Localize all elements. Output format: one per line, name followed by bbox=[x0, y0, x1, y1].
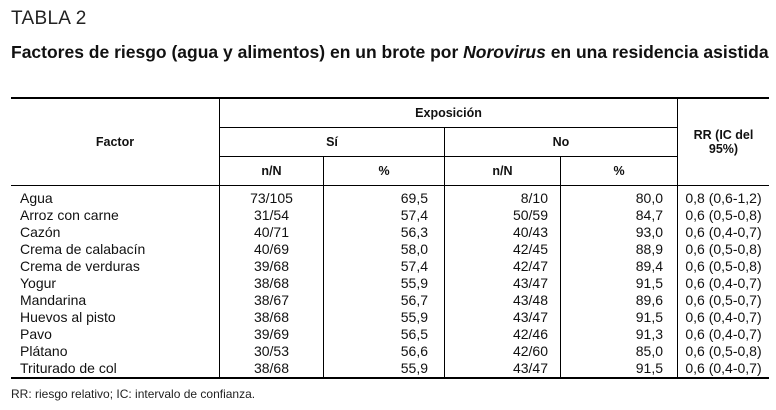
header-si-nN: n/N bbox=[220, 157, 324, 186]
cell-rr: 0,6 (0,5-0,8) bbox=[678, 258, 770, 275]
cell-si-nN: 40/69 bbox=[220, 241, 324, 258]
cell-no-nN: 42/45 bbox=[445, 241, 561, 258]
cell-no-pct: 84,7 bbox=[561, 207, 678, 224]
cell-rr: 0,6 (0,4-0,7) bbox=[678, 224, 770, 241]
footnote: RR: riesgo relativo; IC: intervalo de confianza. bbox=[11, 387, 256, 401]
header-exposicion: Exposición bbox=[220, 98, 678, 128]
cell-no-nN: 42/60 bbox=[445, 343, 561, 360]
cell-rr: 0,6 (0,5-0,7) bbox=[678, 292, 770, 309]
cell-factor: Crema de verduras bbox=[20, 258, 140, 274]
header-rr: RR (IC del 95%) bbox=[678, 98, 770, 186]
table-row bbox=[11, 241, 769, 258]
cell-no-pct: 93,0 bbox=[561, 224, 678, 241]
cell-si-pct: 58,0 bbox=[324, 241, 445, 258]
title-text-before: Factores de riesgo (agua y alimentos) en un brote por bbox=[11, 42, 464, 62]
table-row bbox=[11, 224, 769, 241]
cell-no-nN: 43/47 bbox=[445, 309, 561, 326]
cell-si-nN: 30/53 bbox=[220, 343, 324, 360]
cell-rr: 0,6 (0,4-0,7) bbox=[678, 275, 770, 292]
title-text-after: en una residencia asistida bbox=[545, 42, 769, 62]
cell-si-pct: 55,9 bbox=[324, 360, 445, 378]
cell-no-nN: 8/10 bbox=[445, 186, 561, 208]
cell-factor: Cazón bbox=[20, 224, 61, 240]
cell-si-nN: 38/68 bbox=[220, 309, 324, 326]
cell-factor: Pavo bbox=[20, 326, 52, 342]
table-row bbox=[11, 292, 769, 309]
cell-no-pct: 80,0 bbox=[561, 186, 678, 208]
cell-si-pct: 57,4 bbox=[324, 207, 445, 224]
header-no-nN: n/N bbox=[445, 157, 561, 186]
cell-no-nN: 40/43 bbox=[445, 224, 561, 241]
cell-no-pct: 91,5 bbox=[561, 360, 678, 378]
cell-si-pct: 57,4 bbox=[324, 258, 445, 275]
table-label: TABLA 2 bbox=[11, 8, 87, 29]
cell-factor: Huevos al pisto bbox=[20, 309, 116, 325]
cell-si-pct: 56,7 bbox=[324, 292, 445, 309]
header-factor: Factor bbox=[11, 98, 220, 186]
cell-no-nN: 43/47 bbox=[445, 275, 561, 292]
table-row bbox=[11, 326, 769, 343]
cell-no-pct: 91,5 bbox=[561, 309, 678, 326]
cell-rr: 0,8 (0,6-1,2) bbox=[678, 186, 770, 208]
cell-si-pct: 56,5 bbox=[324, 326, 445, 343]
table-row bbox=[11, 207, 769, 224]
cell-no-pct: 91,5 bbox=[561, 275, 678, 292]
table-row bbox=[11, 360, 769, 378]
table-row bbox=[11, 309, 769, 326]
table-row bbox=[11, 275, 769, 292]
cell-si-nN: 38/67 bbox=[220, 292, 324, 309]
header-no: No bbox=[445, 128, 678, 157]
cell-factor: Crema de calabacín bbox=[20, 241, 146, 257]
cell-si-nN: 38/68 bbox=[220, 275, 324, 292]
cell-no-pct: 89,4 bbox=[561, 258, 678, 275]
cell-rr: 0,6 (0,4-0,7) bbox=[678, 326, 770, 343]
cell-si-nN: 38/68 bbox=[220, 360, 324, 378]
cell-no-nN: 43/47 bbox=[445, 360, 561, 378]
cell-no-nN: 42/47 bbox=[445, 258, 561, 275]
cell-si-pct: 55,9 bbox=[324, 309, 445, 326]
table-title bbox=[11, 41, 771, 63]
cell-si-nN: 39/69 bbox=[220, 326, 324, 343]
table-row bbox=[11, 186, 769, 208]
table-row bbox=[11, 343, 769, 360]
cell-si-nN: 40/71 bbox=[220, 224, 324, 241]
cell-si-nN: 73/105 bbox=[220, 186, 324, 208]
cell-factor: Agua bbox=[20, 190, 53, 206]
cell-rr: 0,6 (0,4-0,7) bbox=[678, 360, 770, 378]
cell-si-nN: 31/54 bbox=[220, 207, 324, 224]
title-text-italic: Norovirus bbox=[463, 42, 546, 62]
cell-si-pct: 69,5 bbox=[324, 186, 445, 208]
cell-factor: Yogur bbox=[20, 275, 57, 291]
table-body bbox=[11, 186, 769, 379]
risk-factor-table bbox=[11, 97, 769, 379]
cell-no-nN: 43/48 bbox=[445, 292, 561, 309]
cell-no-pct: 89,6 bbox=[561, 292, 678, 309]
cell-factor: Arroz con carne bbox=[20, 207, 119, 223]
cell-rr: 0,6 (0,4-0,7) bbox=[678, 309, 770, 326]
cell-no-nN: 50/59 bbox=[445, 207, 561, 224]
cell-no-pct: 88,9 bbox=[561, 241, 678, 258]
cell-no-pct: 85,0 bbox=[561, 343, 678, 360]
table-row bbox=[11, 258, 769, 275]
cell-no-pct: 91,3 bbox=[561, 326, 678, 343]
cell-rr: 0,6 (0,5-0,8) bbox=[678, 343, 770, 360]
cell-si-nN: 39/68 bbox=[220, 258, 324, 275]
cell-rr: 0,6 (0,5-0,8) bbox=[678, 241, 770, 258]
header-si-pct: % bbox=[324, 157, 445, 186]
cell-si-pct: 55,9 bbox=[324, 275, 445, 292]
cell-factor: Triturado de col bbox=[11, 360, 220, 378]
cell-si-pct: 56,3 bbox=[324, 224, 445, 241]
cell-rr: 0,6 (0,5-0,8) bbox=[678, 207, 770, 224]
header-si: Sí bbox=[220, 128, 445, 157]
cell-factor: Plátano bbox=[20, 343, 68, 359]
cell-factor: Mandarina bbox=[20, 292, 87, 308]
cell-si-pct: 56,6 bbox=[324, 343, 445, 360]
header-no-pct: % bbox=[561, 157, 678, 186]
cell-no-nN: 42/46 bbox=[445, 326, 561, 343]
